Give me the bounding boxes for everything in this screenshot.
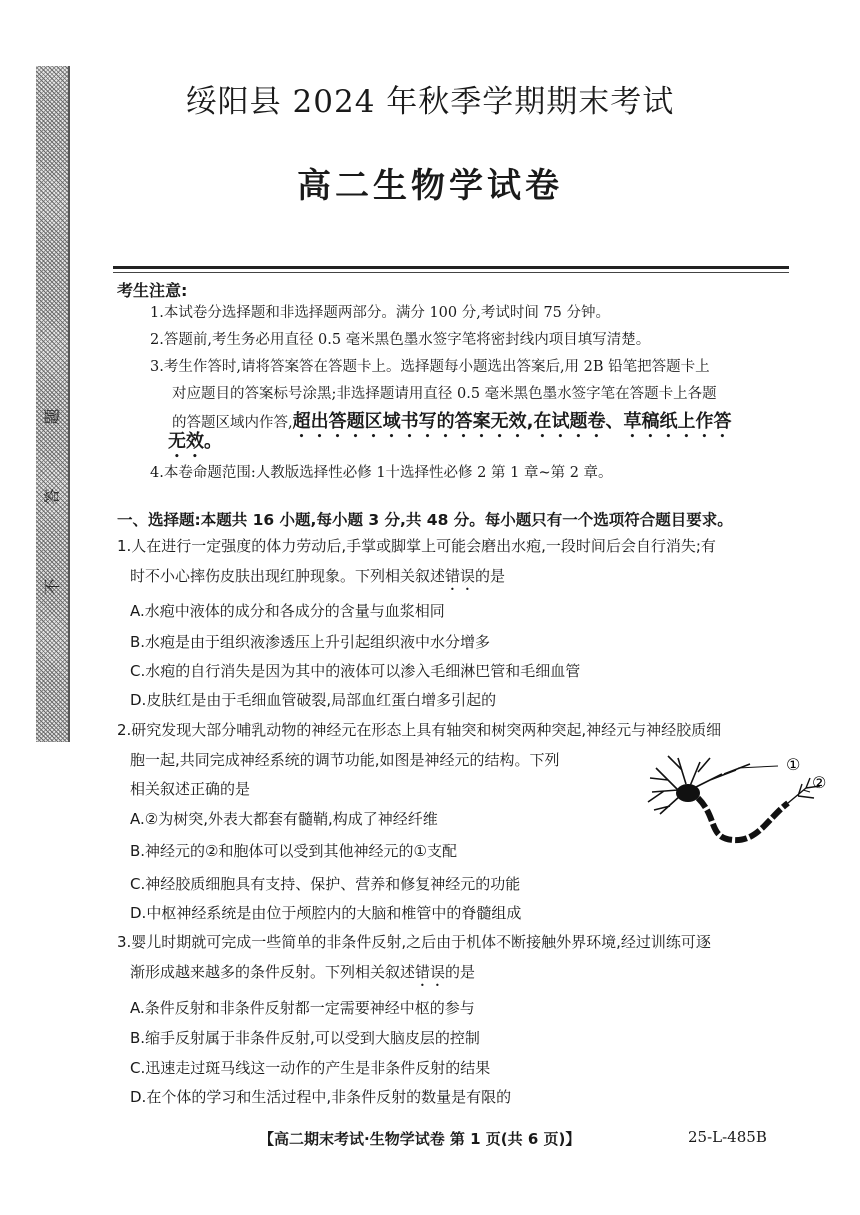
margin-char-da: 答 bbox=[42, 488, 62, 505]
notice-emphasis: 超出答题区域书写的答案无效,在试题卷、草稿纸上作答 bbox=[292, 411, 732, 432]
q1-stem-2a: 时不小心摔伤皮肤出现红肿现象。下列相关叙述 bbox=[130, 567, 446, 585]
notice-item-1: 1.本试卷分选择题和非选择题两部分。满分 100 分,考试时间 75 分钟。 bbox=[150, 305, 611, 321]
label-2-leader bbox=[803, 790, 810, 792]
q3-emphasis: 错误 bbox=[415, 963, 446, 981]
label-1: ① bbox=[786, 755, 801, 774]
margin-char-ti: 题 bbox=[42, 408, 62, 425]
notice-item-3-cont: 对应题目的答案标号涂黑;非选择题请用直径 0.5 毫米黑色墨水签字笔在答题卡上各题 bbox=[172, 386, 717, 402]
q2-option-c: C.神经胶质细胞具有支持、保护、营养和修复神经元的功能 bbox=[130, 875, 521, 893]
notice-emphasis-end: 无效。 bbox=[168, 431, 222, 452]
paper-code: 25-L-485B bbox=[688, 1128, 767, 1146]
exam-subtitle: 高二生物学试卷 bbox=[297, 166, 563, 206]
dendrites bbox=[648, 756, 750, 814]
margin-char-bu: 不 bbox=[42, 578, 62, 595]
label-2: ② bbox=[812, 773, 827, 792]
q3-stem-1: 3.婴儿时期就可完成一些简单的非条件反射,之后由于机体不断接触外界环境,经过训练可逐 bbox=[117, 933, 711, 951]
q3-stem-2 bbox=[130, 958, 814, 990]
q1-stem-2 bbox=[130, 562, 814, 594]
q1-stem-2c: 的是 bbox=[475, 567, 506, 585]
q2-option-b: B.神经元的②和胞体可以受到其他神经元的①支配 bbox=[130, 842, 457, 860]
header-rule bbox=[113, 266, 789, 273]
q3-stem-2c: 的是 bbox=[445, 963, 476, 981]
q1-option-c: C.水疱的自行消失是因为其中的液体可以渗入毛细淋巴管和毛细血管 bbox=[130, 662, 581, 680]
q2-stem-3: 相关叙述正确的是 bbox=[130, 780, 251, 798]
notice-item-4: 4.本卷命题范围:人教版选择性必修 1十选择性必修 2 第 1 章~第 2 章。 bbox=[150, 465, 613, 481]
q3-option-a: A.条件反射和非条件反射都一定需要神经中枢的参与 bbox=[130, 999, 475, 1017]
q1-option-b: B.水疱是由于组织液渗透压上升引起组织液中水分增多 bbox=[130, 633, 491, 651]
cell-body bbox=[676, 784, 700, 802]
notice-item-3-tail: 的答题区域内作答, bbox=[172, 415, 293, 431]
axon bbox=[698, 798, 788, 840]
neuron-figure bbox=[638, 748, 838, 868]
q2-option-d: D.中枢神经系统是由位于颅腔内的大脑和椎管中的脊髓组成 bbox=[130, 904, 522, 922]
q2-option-a: A.②为树突,外表大都套有髓鞘,构成了神经纤维 bbox=[130, 810, 438, 828]
q3-stem-2a: 渐形成越来越多的条件反射。下列相关叙述 bbox=[130, 963, 416, 981]
q1-option-a: A.水疱中液体的成分和各成分的含量与血浆相同 bbox=[130, 602, 445, 620]
exam-title: 绥阳县 2024 年秋季学期期末考试 bbox=[185, 84, 675, 120]
q2-stem-2: 胞一起,共同完成神经系统的调节功能,如图是神经元的结构。下列 bbox=[130, 751, 560, 769]
notice-heading: 考生注意: bbox=[117, 281, 188, 300]
notice-item-2: 2.答题前,考生务必用直径 0.5 毫米黑色墨水签字笔将密封线内项目填写清楚。 bbox=[150, 332, 651, 348]
q2-stem-1: 2.研究发现大部分哺乳动物的神经元在形态上具有轴突和树突两种突起,神经元与神经胶质细 bbox=[117, 721, 722, 739]
q1-emphasis: 错误 bbox=[445, 567, 476, 585]
q3-option-d: D.在个体的学习和生活过程中,非条件反射的数量是有限的 bbox=[130, 1088, 512, 1106]
q1-stem-1: 1.人在进行一定强度的体力劳动后,手掌或脚掌上可能会磨出水疱,一段时间后会自行消失;有 bbox=[117, 537, 716, 555]
section-title: 一、选择题:本题共 16 小题,每小题 3 分,共 48 分。每小题只有一个选项符合题目要求。 bbox=[117, 511, 733, 529]
q1-option-d: D.皮肤红是由于毛细血管破裂,局部血红蛋白增多引起的 bbox=[130, 691, 497, 709]
notice-item-3: 3.考生作答时,请将答案答在答题卡上。选择题每小题选出答案后,用 2B 铅笔把答题卡上 bbox=[150, 359, 710, 375]
page-footer: 【高二期末考试·生物学试卷 第 1 页(共 6 页)】 bbox=[259, 1130, 581, 1148]
q3-option-b: B.缩手反射属于非条件反射,可以受到大脑皮层的控制 bbox=[130, 1029, 480, 1047]
q3-option-c: C.迅速走过斑马线这一动作的产生是非条件反射的结果 bbox=[130, 1059, 491, 1077]
